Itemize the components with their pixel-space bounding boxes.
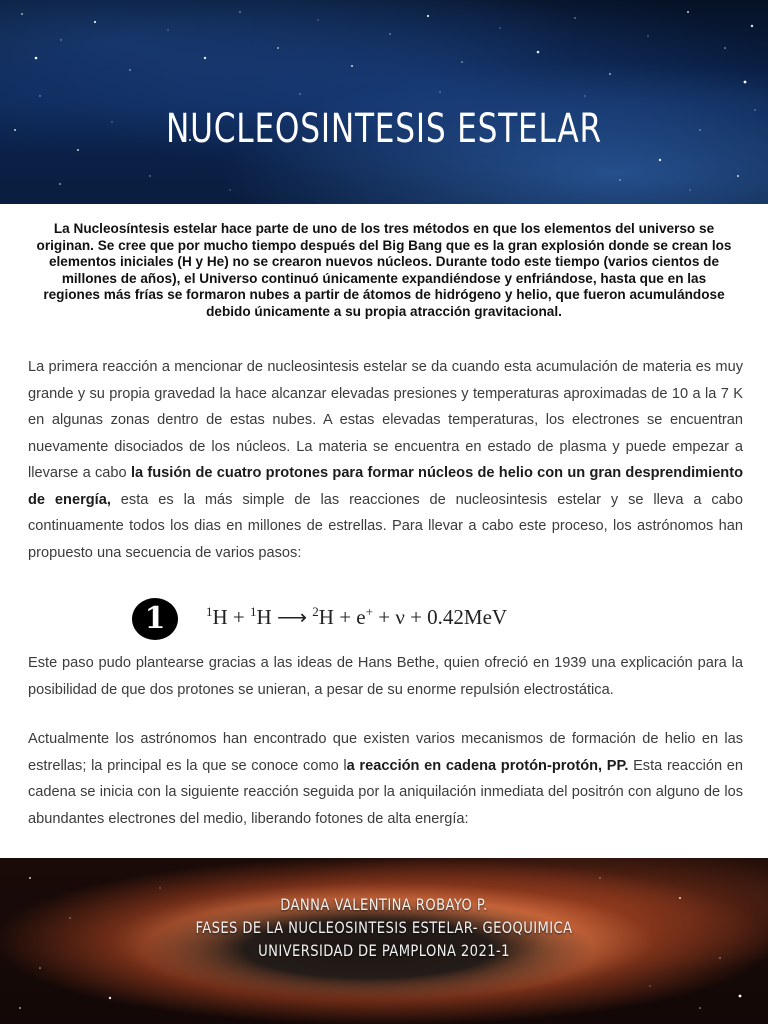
equation-term: + ν + 0.42MeV: [372, 605, 508, 629]
body-paragraph-1: [28, 354, 743, 566]
footer-credits: [69, 893, 699, 962]
intro-paragraph: La Nucleosíntesis estelar hace parte de uno de los tres métodos en que los elementos del universo se originan. Se cree que por mucho tiempo después del Big Bang que es la gran explosión donde se crean los elementos iniciales (H y He) no se crearon nuevos núcleos. Durante todo este tiempo (varios cientos de millones de años), el Universo continuó únicamente expandiéndose y enfriándose, hasta que en las regiones más frías se formaron nubes a partir de átomos de hidrógeno y helio, que fueron acumulándose debido únicamente a su propia atracción gravitacional.: [36, 221, 732, 319]
header-banner: [0, 0, 768, 204]
body-paragraph-3: [28, 726, 743, 832]
paragraph-3-text-end: Esta reacción en cadena se inicia con la siguiente reacción seguida por la aniquilación inmediata del positrón con alguno de los abundantes electrones del medio, liberando fotones de alta energía:: [28, 757, 744, 827]
equation-operator: +: [227, 605, 251, 629]
document-subject: FASES DE LA NUCLEOSINTESIS ESTELAR- GEOQUIMICA: [195, 918, 573, 937]
mass-number: 2: [312, 604, 319, 619]
page-title: NUCLEOSINTESIS ESTELAR: [165, 106, 603, 152]
step-number-badge: 1: [132, 598, 178, 640]
reaction-arrow: ⟶: [271, 605, 313, 629]
equation-term: H: [212, 605, 228, 629]
paragraph-3-highlight: a reacción en cadena protón-protón, PP.: [346, 757, 629, 774]
paragraph-1-text-end: esta es la más simple de las reacciones de nucleosintesis estelar y se lleva a cabo continuamente todos los dias en millones de estrellas. Para llevar a cabo este proceso, los astrónomos han propuesto una secuencia de varios pasos:: [28, 491, 743, 561]
university-line: UNIVERSIDAD DE PAMPLONA 2021-1: [258, 941, 510, 960]
paragraph-1-highlight: la fusión de cuatro protones para formar núcleos de helio con un gran desprendimiento de energía,: [28, 465, 743, 508]
equation-term: H: [256, 605, 272, 629]
author-name: DANNA VALENTINA ROBAYO P.: [280, 895, 488, 914]
paragraph-1-text: La primera reacción a mencionar de nucleosintesis estelar se da cuando esta acumulación de materia es muy grande y su propia gravedad la hace alcanzar elevadas presiones y temperaturas aproximadas de 10 a la 7 K en algunas zonas dentro de estas nubes. A estas elevadas temperaturas, los electrones se encuentran nuevamente disociados de los núcleos. La materia se encuentra en estado de plasma y puede empezar a llevarse a cabo: [28, 359, 743, 481]
body-paragraph-2: Este paso pudo plantearse gracias a las ideas de Hans Bethe, quien ofreció en 1939 una explicación para la posibilidad de que dos protones se unieran, a pesar de su enorme repulsión electrostática.: [28, 655, 743, 698]
paragraph-3-text: Actualmente los astrónomos han encontrado que existen varios mecanismos de formación de helio en las estrellas; la principal es la que se conoce como l: [28, 731, 743, 774]
footer-banner: [0, 858, 768, 1024]
positron-charge: +: [365, 604, 373, 619]
nuclear-equation: [206, 604, 507, 630]
mass-number: 1: [206, 604, 213, 619]
equation-term: H + e: [318, 605, 366, 629]
reaction-step-1: [132, 598, 592, 642]
mass-number: 1: [250, 604, 257, 619]
starfield-decoration: [0, 0, 768, 204]
